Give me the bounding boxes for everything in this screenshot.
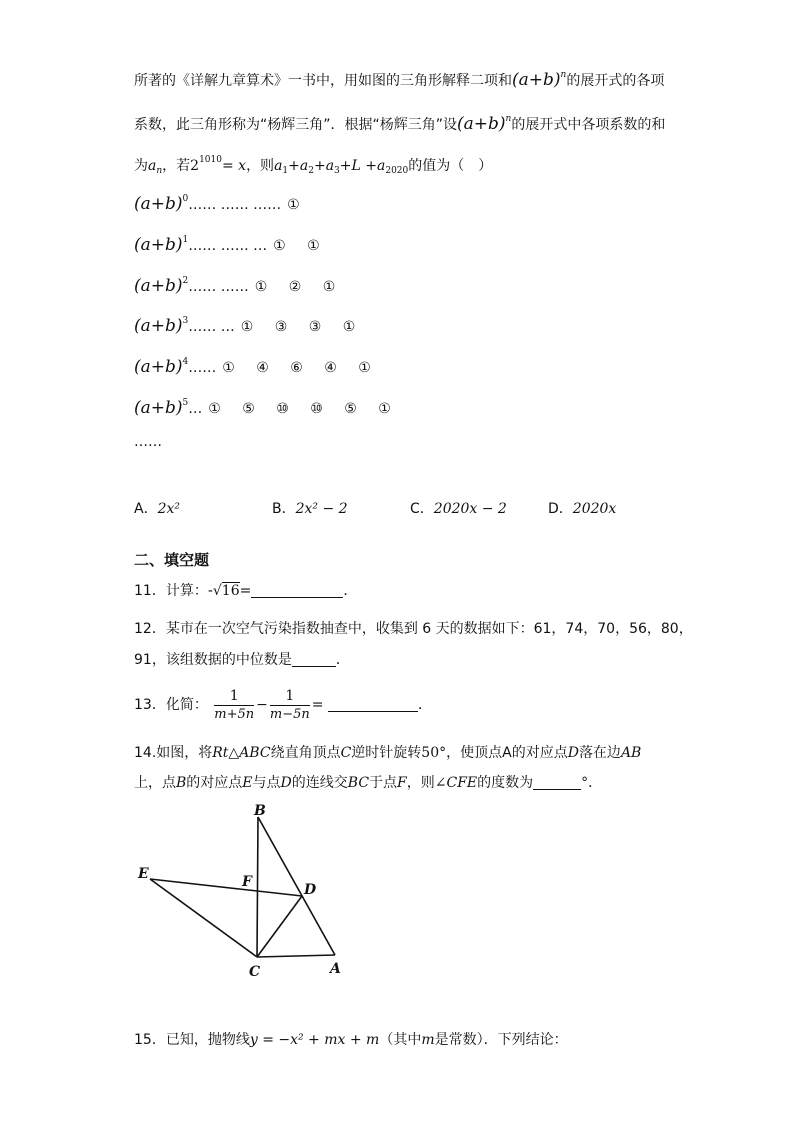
- dots: …… …… …: [188, 237, 268, 254]
- segment-ba: [258, 817, 335, 955]
- segment-ed: [150, 879, 302, 896]
- dots: …… ……: [188, 278, 249, 295]
- point: C: [340, 745, 352, 761]
- text: （其中: [379, 1032, 422, 1048]
- segment-bc: [257, 817, 258, 957]
- term: +a: [313, 158, 335, 174]
- option-value: 2020x: [572, 501, 617, 517]
- coefficient: ①: [287, 197, 300, 213]
- binomial-text: (a+b): [512, 70, 561, 90]
- option-label: A．: [134, 501, 158, 517]
- angle: ∠CFE: [434, 775, 478, 791]
- option-d[interactable]: [548, 498, 616, 518]
- denominator: m+5n: [214, 706, 255, 722]
- coefficient: ①: [208, 401, 221, 417]
- denominator: m−5n: [269, 706, 310, 722]
- coefficient: ④: [256, 360, 269, 377]
- coefficients: [208, 399, 412, 419]
- point: E: [242, 775, 253, 791]
- term: a: [274, 158, 283, 174]
- dots: …… …: [188, 319, 235, 336]
- question-13: [134, 685, 432, 725]
- text: 15．已知，抛物线: [134, 1032, 250, 1048]
- numerator: 1: [214, 687, 254, 706]
- segment: BC: [347, 775, 370, 791]
- radicand: 16: [221, 583, 240, 599]
- exponent: 5: [182, 398, 189, 408]
- exponent: 4: [182, 357, 189, 368]
- exponent: 0: [182, 194, 189, 204]
- triangle-row-3: [134, 316, 377, 337]
- coefficient: ①: [240, 319, 254, 336]
- geometry-figure: [130, 795, 360, 985]
- binomial: [134, 316, 188, 336]
- segment: AB: [620, 745, 642, 761]
- triangle-row-1: [134, 235, 341, 256]
- fraction-1: [214, 687, 254, 724]
- coefficient: ②: [288, 278, 302, 295]
- segment-ca: [257, 955, 335, 957]
- text: 为: [134, 158, 148, 174]
- option-value: 2x² − 2: [295, 501, 348, 517]
- binomial-text: (a+b): [134, 316, 183, 337]
- numerator: 1: [270, 687, 310, 706]
- triangle-row-5: [134, 398, 412, 419]
- text: 11．计算：-: [134, 583, 213, 599]
- binomial: [134, 276, 188, 296]
- text: 的度数为: [477, 775, 534, 791]
- sub: 2: [308, 166, 314, 176]
- coefficient: ①: [358, 360, 371, 377]
- sub: 3: [334, 166, 340, 176]
- sub: 1: [282, 166, 289, 176]
- text: 所著的《详解九章算术》一书中，用如图的三角形解释二项和: [134, 73, 512, 89]
- a-n: a: [148, 158, 157, 174]
- coefficient: ①: [222, 360, 235, 377]
- binomial: [457, 114, 511, 134]
- exponent: 2: [182, 275, 189, 286]
- exponent: n: [560, 70, 567, 80]
- text: 的连线交: [291, 775, 348, 791]
- option-b[interactable]: [272, 498, 348, 518]
- text: 绕直角顶点: [270, 745, 341, 761]
- text: 的对应点: [186, 775, 243, 791]
- sqrt: √16: [212, 583, 240, 599]
- question-15: [134, 1030, 568, 1050]
- coefficients: [273, 236, 341, 256]
- text: 91，该组数据的中位数是: [134, 652, 292, 668]
- triangle-row-2: [134, 276, 357, 297]
- point: D: [567, 745, 579, 761]
- question-12-line-1: 12．某市在一次空气污染指数抽查中，收集到 6 天的数据如下：61，74，70，56，80，: [134, 621, 693, 637]
- coefficients: [287, 195, 321, 215]
- option-value: 2x²: [157, 501, 180, 517]
- answer-blank[interactable]: [328, 697, 418, 712]
- label-c: C: [249, 964, 261, 980]
- triangle-row-4: [134, 357, 392, 378]
- binomial-text: (a+b): [134, 357, 183, 378]
- label-b: B: [254, 803, 266, 819]
- text: ，若: [162, 158, 191, 174]
- binomial-text: (a+b): [134, 234, 183, 255]
- coefficient: ⑩: [310, 401, 323, 417]
- text: 14.如图，将: [134, 745, 213, 761]
- binomial-text: (a+b): [134, 398, 183, 418]
- binomial: [134, 357, 188, 377]
- text: ．: [343, 583, 358, 599]
- question-14-line-2: [134, 773, 602, 793]
- angle: 50°: [421, 745, 447, 761]
- text: ．: [417, 697, 432, 713]
- text: 13．化简：: [134, 697, 208, 713]
- binomial: [512, 70, 566, 90]
- text: 的值为（ ）: [408, 158, 493, 174]
- problem-line-2: [134, 114, 665, 135]
- exponent: 1010: [199, 155, 222, 165]
- ellipsis: ……: [134, 434, 162, 450]
- text: 是常数）．下列结论：: [434, 1032, 568, 1048]
- coefficient: ①: [307, 237, 320, 254]
- coefficient: ⑩: [276, 401, 289, 417]
- base: 2: [190, 158, 200, 174]
- segment-cd: [257, 896, 302, 957]
- answer-blank[interactable]: [533, 775, 581, 790]
- triangle-row-0: [134, 194, 321, 215]
- dots: ……: [188, 360, 217, 377]
- coefficient: ⑥: [290, 360, 303, 377]
- coefficient: ①: [254, 278, 268, 295]
- binomial-text: (a+b): [457, 114, 506, 134]
- text: ，使顶点A的对应点: [446, 745, 568, 761]
- text: 的展开式的各项: [566, 73, 665, 89]
- binomial-text: (a+b): [134, 275, 183, 296]
- point: B: [176, 775, 187, 791]
- section-title: 二、填空题: [134, 551, 210, 569]
- fraction-2: [270, 687, 310, 724]
- option-label: D．: [548, 501, 573, 517]
- text: °．: [581, 775, 603, 791]
- binomial: [134, 194, 188, 214]
- label-a: A: [330, 961, 341, 977]
- answer-blank[interactable]: [292, 652, 336, 667]
- equals: =: [311, 697, 324, 713]
- dots: …: [188, 401, 203, 417]
- coefficient: ③: [274, 319, 288, 336]
- text: =: [239, 583, 252, 599]
- coefficients: [241, 317, 377, 337]
- option-a[interactable]: [134, 498, 180, 518]
- question-14-line-1: [134, 743, 641, 763]
- variable: m: [421, 1032, 435, 1048]
- option-c[interactable]: [410, 498, 507, 518]
- point: F: [397, 775, 407, 791]
- subscript: n: [156, 166, 163, 176]
- binomial: [134, 398, 188, 418]
- question-12-line-2: [134, 650, 350, 670]
- exponent: 1: [182, 234, 189, 245]
- eq-x: = x: [221, 158, 247, 174]
- coefficient: ①: [342, 319, 356, 336]
- option-label: C．: [410, 501, 434, 517]
- equation: y = −x² + mx + m: [249, 1032, 380, 1048]
- coefficient: ①: [322, 278, 336, 295]
- text: 系数，此三角形称为“杨辉三角”．根据“杨辉三角”设: [134, 117, 458, 133]
- dots: …… …… ……: [188, 197, 282, 213]
- label-f: F: [242, 874, 252, 890]
- sub: 2020: [385, 166, 409, 176]
- minus: −: [256, 697, 268, 713]
- text: 上，点: [134, 775, 176, 791]
- label-d: D: [304, 882, 317, 898]
- exponent: 3: [182, 316, 189, 327]
- text: 落在边: [578, 745, 621, 761]
- answer-blank[interactable]: [251, 583, 343, 598]
- coefficients: [222, 358, 392, 378]
- coefficient: ⑤: [344, 401, 357, 417]
- text: ．: [335, 652, 350, 668]
- binomial-text: (a+b): [134, 194, 183, 214]
- triangle-name: Rt△ABC: [212, 745, 271, 761]
- coefficient: ④: [324, 360, 337, 377]
- text: 逆时针旋转: [351, 745, 422, 761]
- exponent: n: [505, 114, 512, 124]
- coefficients: [255, 277, 357, 297]
- label-e: E: [138, 866, 149, 882]
- segment-ec: [150, 879, 257, 957]
- coefficient: ①: [378, 401, 391, 417]
- text: ，则: [246, 158, 275, 174]
- term: +a: [288, 158, 309, 174]
- option-label: B．: [272, 501, 296, 517]
- coefficient: ③: [308, 319, 322, 336]
- text: 于点: [369, 775, 398, 791]
- text: ，则: [406, 775, 435, 791]
- problem-line-1: [134, 70, 664, 91]
- problem-line-3: [134, 156, 492, 176]
- point: D: [280, 775, 292, 791]
- coefficient: ⑤: [242, 401, 255, 417]
- binomial: [134, 235, 188, 255]
- term: +L +a: [339, 158, 386, 174]
- text: 与点: [252, 775, 281, 791]
- option-value: 2020x − 2: [433, 501, 507, 517]
- coefficient: ①: [273, 237, 286, 254]
- question-11: [134, 581, 357, 601]
- text: 的展开式中各项系数的和: [511, 117, 666, 133]
